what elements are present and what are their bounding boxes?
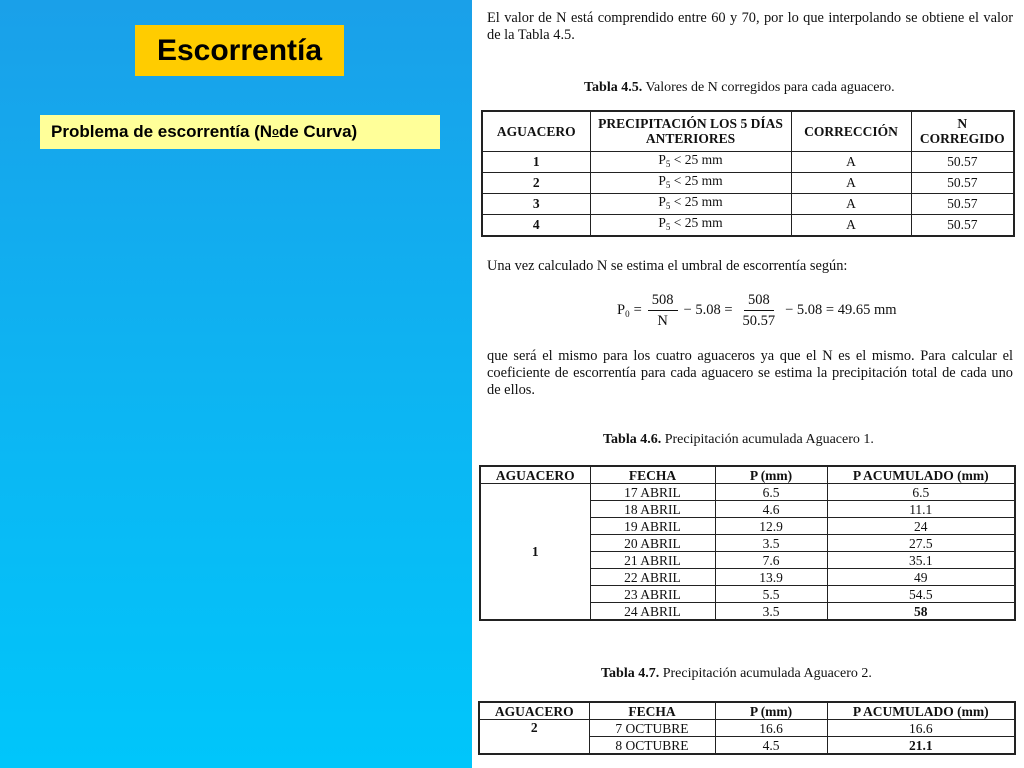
formula-fraction-1: $\frac{508}{N}$: [648, 291, 678, 330]
acum-cell: 24: [827, 518, 1015, 535]
p-cell: 3.5: [715, 535, 827, 552]
subtitle-pre: Problema de escorrentía (N: [51, 122, 273, 141]
aguacero-cell: 2: [479, 720, 589, 755]
acum-cell: 6.5: [827, 484, 1015, 501]
acum-cell: 16.6: [827, 720, 1015, 737]
subtitle-ordinal: o: [272, 126, 279, 138]
table47-header: FECHA: [589, 702, 715, 720]
correccion-cell: A: [791, 193, 911, 214]
table-row: [482, 151, 1014, 172]
table46-header: FECHA: [590, 466, 715, 484]
slide-title-text: Escorrentía: [156, 33, 323, 67]
table-row: [480, 484, 1015, 501]
p-cell: 3.5: [715, 603, 827, 621]
table-4-6: [479, 465, 1016, 621]
precip-cell: $P_5 < 25$ mm: [590, 193, 791, 214]
table46-header-row: [480, 466, 1015, 484]
table47-caption: [601, 666, 872, 682]
umbral-formula: [617, 291, 897, 330]
n-cell: 50.57: [911, 214, 1014, 236]
slide-subtitle: [40, 115, 440, 149]
fecha-cell: 23 ABRIL: [590, 586, 715, 603]
p-cell: 6.5: [715, 484, 827, 501]
table45-caption: [584, 80, 895, 96]
table46-header: AGUACERO: [480, 466, 590, 484]
table-row: [482, 172, 1014, 193]
table-row: [482, 214, 1014, 236]
p-cell: 13.9: [715, 569, 827, 586]
fecha-cell: 17 ABRIL: [590, 484, 715, 501]
table46-header: P (mm): [715, 466, 827, 484]
table47-header: P (mm): [715, 702, 827, 720]
acum-cell: 27.5: [827, 535, 1015, 552]
table45-header: CORRECCIÓN: [791, 111, 911, 151]
table45-caption-label: Tabla 4.5.: [584, 80, 643, 95]
table-4-5: [481, 110, 1015, 237]
correccion-cell: A: [791, 172, 911, 193]
n-cell: 50.57: [911, 151, 1014, 172]
table46-caption-label: Tabla 4.6.: [603, 432, 662, 447]
table46-caption-text: Precipitación acumulada Aguacero 1.: [661, 432, 874, 447]
table45-header: AGUACERO: [482, 111, 590, 151]
fecha-cell: 8 OCTUBRE: [589, 737, 715, 755]
precip-cell: $P_5 < 25$ mm: [590, 151, 791, 172]
slide-title: [135, 25, 344, 76]
table47-caption-text: Precipitación acumulada Aguacero 2.: [659, 666, 872, 681]
fecha-cell: 7 OCTUBRE: [589, 720, 715, 737]
subtitle-post: de Curva): [278, 122, 358, 141]
aguacero-cell: 3: [482, 193, 590, 214]
aguacero-cell: 2: [482, 172, 590, 193]
correccion-cell: A: [791, 214, 911, 236]
acum-cell: 54.5: [827, 586, 1015, 603]
formula-equals: =: [633, 302, 642, 318]
n-cell: 50.57: [911, 172, 1014, 193]
p-cell: 4.5: [715, 737, 827, 755]
aguacero-cell: 1: [480, 484, 590, 621]
slide-panel: [0, 0, 472, 768]
table47-header: AGUACERO: [479, 702, 589, 720]
fecha-cell: 20 ABRIL: [590, 535, 715, 552]
table45-header: PRECIPITACIÓN LOS 5 DÍAS ANTERIORES: [590, 111, 791, 151]
acum-cell: 21.1: [827, 737, 1015, 755]
correccion-cell: A: [791, 151, 911, 172]
table46-header: P ACUMULADO (mm): [827, 466, 1015, 484]
table45-header-row: [482, 111, 1014, 151]
formula-fraction-2: $\frac{508}{50.57}$: [742, 292, 776, 329]
acum-cell: 49: [827, 569, 1015, 586]
fecha-cell: 18 ABRIL: [590, 501, 715, 518]
acum-cell: 11.1: [827, 501, 1015, 518]
intro-paragraph: El valor de N está comprendido entre 60 y 70, por lo que interpolando se obtiene el valor de la Tabla 4.5.: [487, 10, 1013, 43]
table45-caption-text: Valores de N corregidos para cada aguacero.: [642, 80, 895, 95]
acum-cell: 35.1: [827, 552, 1015, 569]
aguacero-cell: 4: [482, 214, 590, 236]
p-cell: 4.6: [715, 501, 827, 518]
umbral-paragraph: Una vez calculado N se estima el umbral de escorrentía según:: [487, 258, 848, 274]
n-cell: 50.57: [911, 193, 1014, 214]
table47-caption-label: Tabla 4.7.: [601, 666, 660, 681]
precip-cell: $P_5 < 25$ mm: [590, 172, 791, 193]
aguacero-cell: 1: [482, 151, 590, 172]
formula-minus: − 5.08 =: [683, 302, 733, 318]
table47-header-row: [479, 702, 1015, 720]
fecha-cell: 19 ABRIL: [590, 518, 715, 535]
table-row: [482, 193, 1014, 214]
document-page: [472, 0, 1024, 768]
table-4-7: [478, 701, 1016, 755]
formula-result: − 5.08 = 49.65 mm: [785, 302, 897, 318]
acum-cell: 58: [827, 603, 1015, 621]
table46-caption: [603, 432, 874, 448]
coef-paragraph: que será el mismo para los cuatro aguaceros ya que el N es el mismo. Para calcular el coeficiente de escorrentía para cada aguacero se estima la precipitación total de cada uno de ellos.: [487, 348, 1013, 398]
p-cell: 5.5: [715, 586, 827, 603]
p-cell: 16.6: [715, 720, 827, 737]
table47-header: P ACUMULADO (mm): [827, 702, 1015, 720]
fecha-cell: 24 ABRIL: [590, 603, 715, 621]
fecha-cell: 22 ABRIL: [590, 569, 715, 586]
p-cell: 7.6: [715, 552, 827, 569]
p-cell: 12.9: [715, 518, 827, 535]
formula-lhs: $P_0$: [617, 302, 630, 319]
precip-cell: $P_5 < 25$ mm: [590, 214, 791, 236]
fecha-cell: 21 ABRIL: [590, 552, 715, 569]
table45-header: N CORREGIDO: [911, 111, 1014, 151]
table-row: [479, 720, 1015, 737]
